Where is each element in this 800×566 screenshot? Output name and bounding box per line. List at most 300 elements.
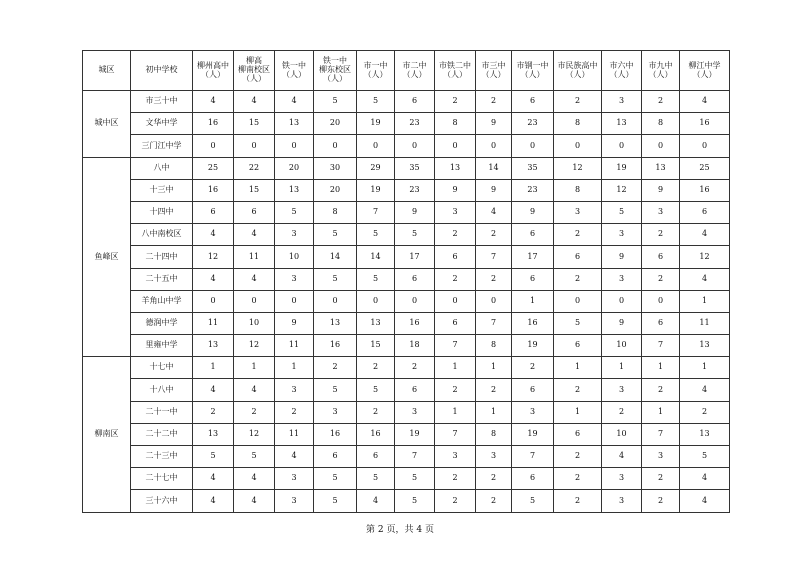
value-cell: 6: [512, 268, 554, 290]
value-cell: 1: [234, 357, 275, 379]
value-cell: 14: [476, 157, 512, 179]
value-cell: 5: [602, 201, 642, 223]
value-cell: 11: [275, 423, 314, 445]
value-cell: 30: [314, 157, 357, 179]
value-cell: 16: [193, 179, 234, 201]
value-cell: 7: [357, 201, 395, 223]
value-cell: 12: [602, 179, 642, 201]
value-cell: 5: [512, 490, 554, 512]
value-cell: 12: [193, 246, 234, 268]
value-cell: 4: [234, 490, 275, 512]
value-cell: 2: [642, 379, 680, 401]
value-cell: 9: [476, 113, 512, 135]
school-cell: 羊角山中学: [131, 290, 193, 312]
header-target-school: [476, 51, 512, 91]
value-cell: 19: [512, 423, 554, 445]
value-cell: 13: [357, 312, 395, 334]
district-cell: 鱼峰区: [83, 157, 131, 357]
value-cell: 3: [602, 490, 642, 512]
value-cell: 0: [554, 135, 602, 157]
value-cell: 2: [476, 224, 512, 246]
value-cell: 5: [193, 446, 234, 468]
value-cell: 3: [642, 446, 680, 468]
value-cell: 9: [602, 312, 642, 334]
value-cell: 16: [680, 113, 730, 135]
value-cell: 25: [680, 157, 730, 179]
value-cell: 1: [642, 357, 680, 379]
header-target-label: 柳州高中 （人）: [197, 60, 229, 79]
value-cell: 16: [512, 312, 554, 334]
value-cell: 2: [435, 91, 476, 113]
value-cell: 19: [357, 179, 395, 201]
value-cell: 1: [512, 290, 554, 312]
school-cell: 八中: [131, 157, 193, 179]
value-cell: 3: [476, 446, 512, 468]
value-cell: 6: [512, 379, 554, 401]
value-cell: 12: [554, 157, 602, 179]
value-cell: 6: [554, 246, 602, 268]
value-cell: 7: [435, 335, 476, 357]
table-row: [83, 268, 730, 290]
value-cell: 5: [357, 91, 395, 113]
header-target-label: 柳江中学 （人）: [688, 60, 721, 79]
header-target-label: 市民族高中 （人）: [557, 60, 598, 79]
value-cell: 20: [275, 157, 314, 179]
value-cell: 2: [554, 91, 602, 113]
district-cell: 柳南区: [83, 357, 131, 512]
value-cell: 2: [435, 490, 476, 512]
value-cell: 8: [554, 179, 602, 201]
school-cell: 德润中学: [131, 312, 193, 334]
value-cell: 2: [435, 224, 476, 246]
value-cell: 35: [512, 157, 554, 179]
header-target-label: 市九中 （人）: [648, 60, 673, 79]
value-cell: 10: [234, 312, 275, 334]
value-cell: 22: [234, 157, 275, 179]
value-cell: 4: [680, 468, 730, 490]
value-cell: 7: [642, 335, 680, 357]
value-cell: 6: [193, 201, 234, 223]
value-cell: 5: [395, 468, 435, 490]
value-cell: 3: [395, 401, 435, 423]
value-cell: 2: [602, 401, 642, 423]
value-cell: 5: [314, 490, 357, 512]
value-cell: 15: [234, 179, 275, 201]
value-cell: 7: [435, 423, 476, 445]
value-cell: 0: [476, 290, 512, 312]
value-cell: 6: [435, 312, 476, 334]
value-cell: 0: [193, 290, 234, 312]
value-cell: 2: [395, 357, 435, 379]
value-cell: 1: [642, 401, 680, 423]
value-cell: 13: [193, 423, 234, 445]
value-cell: 3: [602, 268, 642, 290]
value-cell: 6: [642, 246, 680, 268]
school-cell: 市三十中: [131, 91, 193, 113]
header-target-school: [602, 51, 642, 91]
value-cell: 0: [554, 290, 602, 312]
table-body: [83, 91, 730, 513]
value-cell: 13: [275, 113, 314, 135]
value-cell: 1: [554, 401, 602, 423]
value-cell: 3: [435, 201, 476, 223]
table-row: [83, 379, 730, 401]
value-cell: 23: [512, 179, 554, 201]
school-cell: 十三中: [131, 179, 193, 201]
value-cell: 9: [395, 201, 435, 223]
value-cell: 5: [357, 468, 395, 490]
header-district: 城区: [83, 51, 131, 91]
value-cell: 1: [435, 401, 476, 423]
value-cell: 5: [314, 91, 357, 113]
value-cell: 2: [554, 468, 602, 490]
value-cell: 5: [357, 379, 395, 401]
value-cell: 9: [275, 312, 314, 334]
value-cell: 5: [357, 268, 395, 290]
table-row: [83, 312, 730, 334]
value-cell: 0: [275, 290, 314, 312]
value-cell: 10: [602, 423, 642, 445]
value-cell: 5: [314, 268, 357, 290]
value-cell: 1: [680, 290, 730, 312]
value-cell: 9: [435, 179, 476, 201]
value-cell: 19: [602, 157, 642, 179]
value-cell: 11: [193, 312, 234, 334]
value-cell: 4: [193, 91, 234, 113]
value-cell: 9: [602, 246, 642, 268]
header-target-school: [193, 51, 234, 91]
table-row: [83, 179, 730, 201]
value-cell: 0: [680, 135, 730, 157]
header-target-school: [275, 51, 314, 91]
value-cell: 3: [512, 401, 554, 423]
value-cell: 6: [314, 446, 357, 468]
value-cell: 2: [554, 490, 602, 512]
value-cell: 17: [395, 246, 435, 268]
value-cell: 2: [435, 468, 476, 490]
value-cell: 6: [512, 224, 554, 246]
district-cell: 城中区: [83, 91, 131, 158]
table-row: [83, 335, 730, 357]
value-cell: 9: [512, 201, 554, 223]
value-cell: 5: [395, 224, 435, 246]
value-cell: 8: [554, 113, 602, 135]
value-cell: 14: [357, 246, 395, 268]
school-cell: 二十五中: [131, 268, 193, 290]
value-cell: 9: [476, 179, 512, 201]
value-cell: 19: [512, 335, 554, 357]
table-row: [83, 468, 730, 490]
value-cell: 0: [234, 290, 275, 312]
value-cell: 20: [314, 113, 357, 135]
value-cell: 4: [680, 224, 730, 246]
value-cell: 2: [554, 446, 602, 468]
value-cell: 12: [234, 423, 275, 445]
value-cell: 23: [512, 113, 554, 135]
school-cell: 二十四中: [131, 246, 193, 268]
value-cell: 2: [642, 468, 680, 490]
value-cell: 1: [193, 357, 234, 379]
value-cell: 3: [602, 379, 642, 401]
table-row: [83, 290, 730, 312]
school-cell: 里雍中学: [131, 335, 193, 357]
value-cell: 19: [357, 113, 395, 135]
value-cell: 6: [395, 379, 435, 401]
value-cell: 2: [357, 401, 395, 423]
school-cell: 二十三中: [131, 446, 193, 468]
value-cell: 6: [642, 312, 680, 334]
table-row: [83, 157, 730, 179]
table-row: [83, 201, 730, 223]
value-cell: 0: [234, 135, 275, 157]
value-cell: 35: [395, 157, 435, 179]
value-cell: 16: [314, 423, 357, 445]
value-cell: 3: [554, 201, 602, 223]
value-cell: 8: [314, 201, 357, 223]
value-cell: 2: [193, 401, 234, 423]
value-cell: 4: [193, 268, 234, 290]
value-cell: 6: [357, 446, 395, 468]
value-cell: 2: [554, 268, 602, 290]
header-target-school: [554, 51, 602, 91]
table-row: [83, 446, 730, 468]
value-cell: 3: [602, 224, 642, 246]
value-cell: 19: [395, 423, 435, 445]
value-cell: 2: [642, 490, 680, 512]
school-cell: 三门江中学: [131, 135, 193, 157]
value-cell: 2: [642, 268, 680, 290]
table-row: [83, 401, 730, 423]
value-cell: 2: [680, 401, 730, 423]
value-cell: 16: [193, 113, 234, 135]
value-cell: 2: [314, 357, 357, 379]
header-target-label: 铁一中 （人）: [282, 60, 306, 79]
header-school: 初中学校: [131, 51, 193, 91]
value-cell: 6: [554, 335, 602, 357]
value-cell: 15: [357, 335, 395, 357]
table-row: [83, 135, 730, 157]
value-cell: 0: [314, 135, 357, 157]
table-row: [83, 91, 730, 113]
value-cell: 3: [275, 490, 314, 512]
value-cell: 2: [642, 224, 680, 246]
header-target-school: [435, 51, 476, 91]
value-cell: 2: [357, 357, 395, 379]
page-footer: 第 2 页，共 4 页: [366, 525, 434, 535]
value-cell: 10: [275, 246, 314, 268]
value-cell: 3: [435, 446, 476, 468]
value-cell: 11: [680, 312, 730, 334]
table-row: [83, 490, 730, 512]
value-cell: 17: [512, 246, 554, 268]
value-cell: 7: [395, 446, 435, 468]
value-cell: 3: [314, 401, 357, 423]
header-target-school: [234, 51, 275, 91]
allocation-table: [82, 50, 730, 513]
table-row: [83, 224, 730, 246]
value-cell: 29: [357, 157, 395, 179]
value-cell: 2: [435, 379, 476, 401]
value-cell: 16: [357, 423, 395, 445]
value-cell: 3: [275, 468, 314, 490]
value-cell: 7: [512, 446, 554, 468]
value-cell: 14: [314, 246, 357, 268]
value-cell: 2: [275, 401, 314, 423]
value-cell: 0: [395, 290, 435, 312]
school-cell: 文华中学: [131, 113, 193, 135]
value-cell: 2: [554, 224, 602, 246]
value-cell: 2: [476, 490, 512, 512]
value-cell: 11: [275, 335, 314, 357]
value-cell: 0: [395, 135, 435, 157]
value-cell: 25: [193, 157, 234, 179]
value-cell: 6: [512, 91, 554, 113]
school-cell: 二十二中: [131, 423, 193, 445]
header-target-school: [680, 51, 730, 91]
value-cell: 9: [642, 179, 680, 201]
value-cell: 4: [234, 268, 275, 290]
school-cell: 十八中: [131, 379, 193, 401]
header-target-label: 市铁二中 （人）: [439, 60, 471, 79]
value-cell: 13: [275, 179, 314, 201]
value-cell: 13: [680, 423, 730, 445]
value-cell: 18: [395, 335, 435, 357]
value-cell: 4: [476, 201, 512, 223]
value-cell: 13: [193, 335, 234, 357]
value-cell: 6: [435, 246, 476, 268]
value-cell: 0: [193, 135, 234, 157]
header-target-school: [512, 51, 554, 91]
value-cell: 6: [395, 268, 435, 290]
value-cell: 6: [512, 468, 554, 490]
school-cell: 十七中: [131, 357, 193, 379]
value-cell: 3: [602, 91, 642, 113]
value-cell: 7: [642, 423, 680, 445]
value-cell: 12: [234, 335, 275, 357]
value-cell: 4: [680, 379, 730, 401]
value-cell: 4: [234, 224, 275, 246]
header-target-school: [357, 51, 395, 91]
value-cell: 4: [193, 468, 234, 490]
value-cell: 3: [642, 201, 680, 223]
value-cell: 13: [435, 157, 476, 179]
table-row: [83, 246, 730, 268]
value-cell: 5: [314, 468, 357, 490]
value-cell: 2: [476, 379, 512, 401]
value-cell: 13: [314, 312, 357, 334]
value-cell: 2: [554, 379, 602, 401]
value-cell: 5: [314, 379, 357, 401]
value-cell: 5: [554, 312, 602, 334]
school-cell: 二十一中: [131, 401, 193, 423]
value-cell: 0: [357, 135, 395, 157]
header-target-school: [642, 51, 680, 91]
value-cell: 4: [680, 91, 730, 113]
value-cell: 7: [476, 312, 512, 334]
value-cell: 4: [602, 446, 642, 468]
value-cell: 8: [476, 423, 512, 445]
value-cell: 4: [193, 224, 234, 246]
value-cell: 1: [602, 357, 642, 379]
value-cell: 11: [234, 246, 275, 268]
value-cell: 5: [395, 490, 435, 512]
value-cell: 2: [476, 91, 512, 113]
value-cell: 5: [680, 446, 730, 468]
value-cell: 2: [234, 401, 275, 423]
value-cell: 23: [395, 113, 435, 135]
value-cell: 0: [602, 290, 642, 312]
table-row: [83, 357, 730, 379]
value-cell: 3: [602, 468, 642, 490]
table-row: [83, 113, 730, 135]
value-cell: 1: [275, 357, 314, 379]
value-cell: 7: [476, 246, 512, 268]
value-cell: 2: [435, 268, 476, 290]
value-cell: 4: [357, 490, 395, 512]
value-cell: 6: [680, 201, 730, 223]
value-cell: 2: [642, 91, 680, 113]
value-cell: 8: [642, 113, 680, 135]
value-cell: 1: [476, 357, 512, 379]
value-cell: 3: [275, 379, 314, 401]
value-cell: 16: [395, 312, 435, 334]
value-cell: 0: [602, 135, 642, 157]
value-cell: 3: [275, 268, 314, 290]
header-target-label: 市钢一中 （人）: [516, 60, 549, 79]
value-cell: 4: [275, 91, 314, 113]
value-cell: 13: [680, 335, 730, 357]
value-cell: 1: [435, 357, 476, 379]
value-cell: 5: [275, 201, 314, 223]
value-cell: 0: [357, 290, 395, 312]
school-cell: 三十六中: [131, 490, 193, 512]
value-cell: 16: [680, 179, 730, 201]
header-target-label: 市一中 （人）: [363, 60, 388, 79]
school-cell: 八中南校区: [131, 224, 193, 246]
value-cell: 0: [435, 135, 476, 157]
value-cell: 23: [395, 179, 435, 201]
value-cell: 13: [602, 113, 642, 135]
header-target-label: 市三中 （人）: [481, 60, 506, 79]
value-cell: 10: [602, 335, 642, 357]
value-cell: 6: [554, 423, 602, 445]
value-cell: 1: [680, 357, 730, 379]
value-cell: 12: [680, 246, 730, 268]
value-cell: 4: [680, 490, 730, 512]
value-cell: 0: [476, 135, 512, 157]
value-cell: 4: [234, 468, 275, 490]
value-cell: 5: [314, 224, 357, 246]
value-cell: 15: [234, 113, 275, 135]
header-target-school: [314, 51, 357, 91]
value-cell: 8: [476, 335, 512, 357]
value-cell: 6: [234, 201, 275, 223]
value-cell: 0: [642, 290, 680, 312]
value-cell: 4: [275, 446, 314, 468]
header-target-label: 市二中 （人）: [402, 60, 427, 79]
value-cell: 1: [554, 357, 602, 379]
value-cell: 0: [275, 135, 314, 157]
header-target-label: 市六中 （人）: [609, 60, 634, 79]
value-cell: 0: [314, 290, 357, 312]
school-cell: 二十七中: [131, 468, 193, 490]
table-row: [83, 423, 730, 445]
value-cell: 13: [642, 157, 680, 179]
header-target-school: [395, 51, 435, 91]
value-cell: 20: [314, 179, 357, 201]
value-cell: 3: [275, 224, 314, 246]
value-cell: 2: [476, 268, 512, 290]
